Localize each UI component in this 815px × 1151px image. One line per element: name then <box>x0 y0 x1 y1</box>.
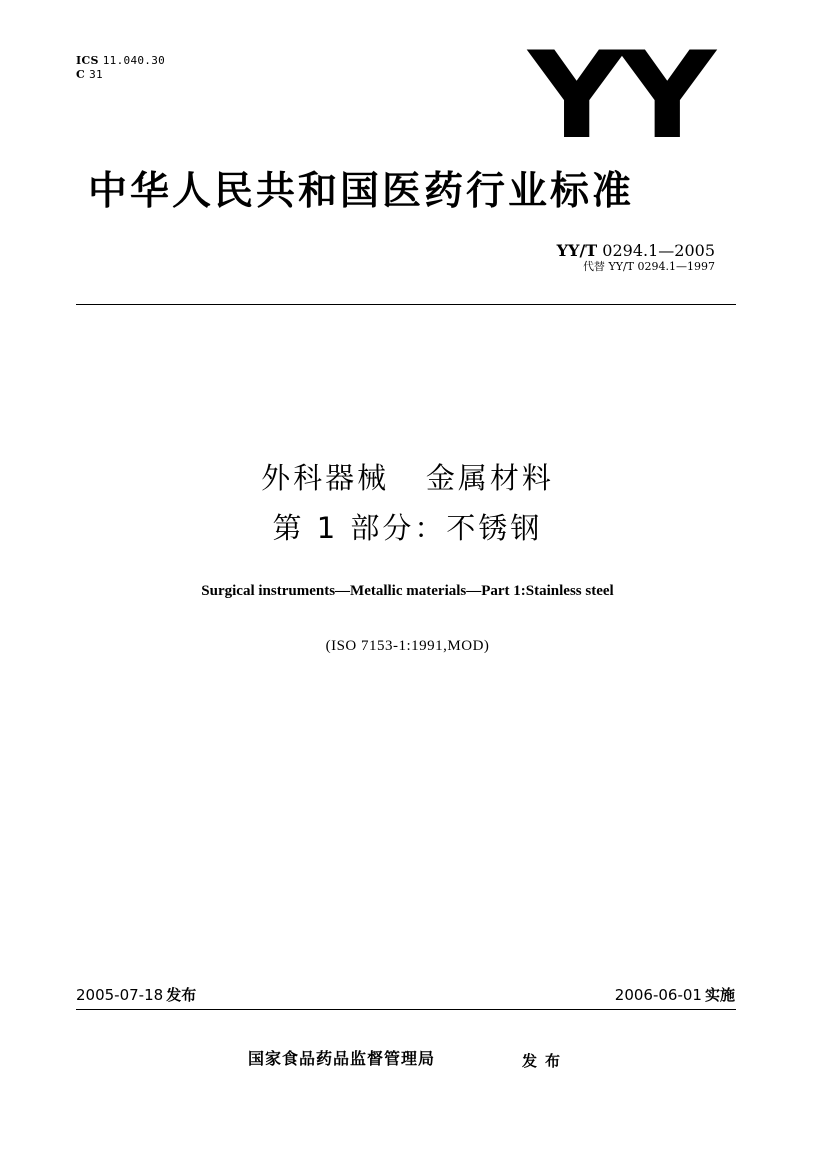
effective-date-block <box>615 985 735 1005</box>
ics-value: 11.040.30 <box>102 54 166 67</box>
standard-number-prefix: YY/T <box>556 241 598 260</box>
yy-logo: YY <box>528 27 710 166</box>
standard-category-title: 中华人民共和国医药行业标准 <box>88 169 635 214</box>
ccs-code <box>76 68 165 82</box>
classification-codes <box>76 54 165 82</box>
standard-number <box>557 242 715 260</box>
standard-number-block <box>557 242 715 274</box>
effective-label: 实施 <box>704 986 735 1004</box>
replaces-standard <box>557 260 715 274</box>
replaces-value: 0294.1—1997 <box>637 260 715 273</box>
header-divider <box>76 304 736 305</box>
issuing-authority: 国家食品药品监督管理局 <box>248 1049 436 1068</box>
chinese-title-line-2: 第 1 部分：不锈钢 <box>272 511 543 545</box>
english-title: Surgical instruments—Metallic materials—Part 1:Stainless steel <box>201 583 614 599</box>
issue-label: 发布 <box>522 1052 569 1070</box>
iso-reference: (ISO 7153-1:1991,MOD) <box>325 638 490 654</box>
ics-label: ICS <box>76 54 99 67</box>
chinese-title-line-1: 外科器械 金属材料 <box>261 461 554 495</box>
publish-label: 发布 <box>166 986 197 1004</box>
publish-date: 2005-07-18 <box>76 986 164 1004</box>
ccs-value: 31 <box>89 68 103 81</box>
standard-number-value: 0294.1—2005 <box>602 241 715 260</box>
publish-date-block <box>76 985 196 1005</box>
effective-date: 2006-06-01 <box>614 986 702 1004</box>
replaces-label: 代替 <box>582 260 605 273</box>
ccs-label: C <box>76 68 86 81</box>
footer-divider <box>76 1009 736 1010</box>
replaces-prefix: YY/T <box>608 260 635 273</box>
ics-code <box>76 54 165 68</box>
